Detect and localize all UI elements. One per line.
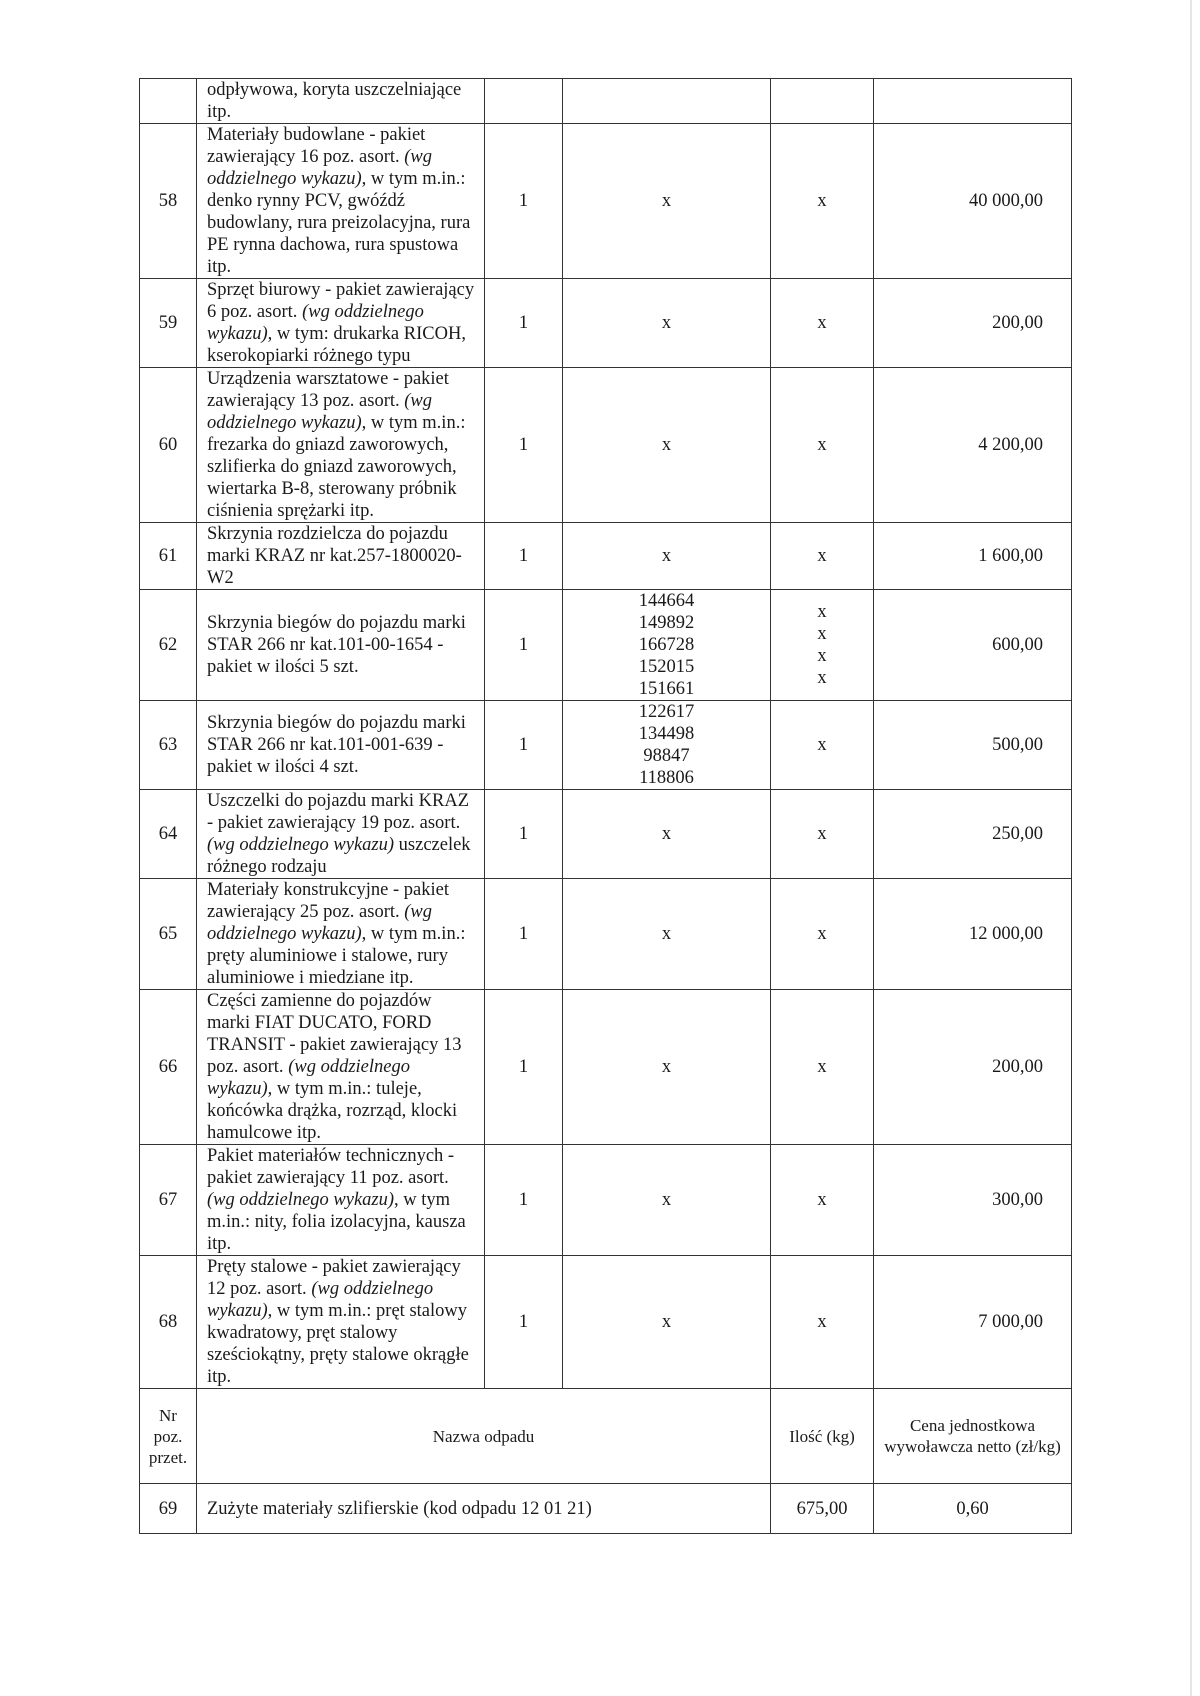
cell-nr: [140, 79, 197, 124]
table-row: [140, 279, 1072, 368]
cell-qty: 1: [485, 990, 563, 1145]
cell-price: 7 000,00: [874, 1256, 1072, 1389]
cell-name: [197, 124, 485, 279]
cell-nr: 60: [140, 368, 197, 523]
cell-nr: 67: [140, 1145, 197, 1256]
cell-price: 300,00: [874, 1145, 1072, 1256]
cell-name: [197, 1256, 485, 1389]
cell-name: [197, 368, 485, 523]
name-italic-text: (wg oddzielnego wykazu): [207, 391, 432, 433]
cell-nr: 66: [140, 990, 197, 1145]
cell-col3: [563, 79, 771, 124]
cell-nr: 65: [140, 879, 197, 990]
table-row: [140, 1256, 1072, 1389]
cell-col4: x: [771, 124, 874, 279]
name-text: Pręty stalowe - pakiet zawierający 12 poz. asort.: [207, 1257, 461, 1299]
cell-col3: x: [563, 1145, 771, 1256]
cell-col4: x: [771, 1145, 874, 1256]
name-italic-text: (wg oddzielnego wykazu): [207, 835, 395, 855]
cell-price: 0,60: [874, 1484, 1072, 1534]
name-text: Materiały budowlane - pakiet zawierający 16 poz. asort.: [207, 125, 426, 167]
cell-nr: 62: [140, 590, 197, 701]
cell-qty: [485, 79, 563, 124]
cell-qty: 1: [485, 124, 563, 279]
cell-nr: 61: [140, 523, 197, 590]
name-italic-text: (wg oddzielnego wykazu): [207, 1190, 395, 1210]
cell-qty: 675,00: [771, 1484, 874, 1534]
x-mark: x: [817, 668, 827, 688]
table-row: [140, 590, 1072, 701]
cell-col3: x: [563, 1256, 771, 1389]
cell-col4: x: [771, 279, 874, 368]
cell-qty: 1: [485, 590, 563, 701]
name-italic-text: (wg oddzielnego wykazu): [207, 302, 424, 344]
table-row: [140, 701, 1072, 790]
name-text: Skrzynia biegów do pojazdu marki STAR 266 nr kat.101-00-1654 - pakiet w ilości 5 szt.: [207, 613, 466, 677]
name-text: , w tym m.in.: pręt stalowy kwadratowy, pręt stalowy sześciokątny, pręty stalowe okrągłe itp.: [207, 1301, 469, 1387]
cell-qty: 1: [485, 1145, 563, 1256]
name-text: Pakiet materiałów technicznych - pakiet zawierający 11 poz. asort.: [207, 1146, 455, 1188]
cell-nr: 68: [140, 1256, 197, 1389]
cell-name: [197, 279, 485, 368]
cell-price: 4 200,00: [874, 368, 1072, 523]
name-text: itp.: [207, 102, 232, 122]
cell-price: 250,00: [874, 790, 1072, 879]
cell-col4: [771, 701, 874, 790]
x-mark: x: [817, 624, 827, 644]
cell-col4: x: [771, 790, 874, 879]
cell-price: 600,00: [874, 590, 1072, 701]
cell-col4: x: [771, 523, 874, 590]
cell-col3: x: [563, 368, 771, 523]
waste-items-table: [139, 78, 1072, 1534]
cell-col4: x: [771, 990, 874, 1145]
cell-price: 200,00: [874, 990, 1072, 1145]
cell-price: 500,00: [874, 701, 1072, 790]
x-mark: x: [817, 735, 827, 755]
serial-number: 166728: [638, 635, 695, 655]
name-italic-text: (wg oddzielnego wykazu): [207, 1279, 434, 1321]
cell-col4: [771, 79, 874, 124]
name-text: odpływowa, koryta uszczelniające: [207, 80, 462, 100]
cell-qty: 1: [485, 701, 563, 790]
cell-name: [197, 1145, 485, 1256]
x-mark: x: [817, 646, 827, 666]
name-text: Skrzynia biegów do pojazdu marki STAR 266 nr kat.101-001-639 - pakiet w ilości 4 szt.: [207, 713, 466, 777]
name-text: uszczelek różnego rodzaju: [207, 835, 471, 877]
cell-col3: x: [563, 879, 771, 990]
name-text: , w tym m.in.: frezarka do gniazd zaworowych, szlifierka do gniazd zaworowych, wiertarka B-8, sterowany próbnik ciśnienia sprężarki itp.: [207, 413, 466, 521]
serial-number: 122617: [638, 702, 695, 722]
serial-number: 152015: [638, 657, 695, 677]
name-italic-text: (wg oddzielnego wykazu): [207, 1057, 410, 1099]
table-row: [140, 790, 1072, 879]
cell-name: [197, 523, 485, 590]
name-text: Urządzenia warsztatowe - pakiet zawierający 13 poz. asort.: [207, 369, 449, 411]
cell-nr: 63: [140, 701, 197, 790]
serial-number: 151661: [638, 679, 695, 699]
cell-qty: 1: [485, 279, 563, 368]
header-price: Cena jednostkowa wywoławcza netto (zł/kg): [874, 1389, 1072, 1484]
cell-price: [874, 79, 1072, 124]
page-edge-line: [1190, 0, 1192, 1696]
cell-qty: 1: [485, 879, 563, 990]
name-text: , w tym m.in.: pręty aluminiowe i stalowe, rury aluminiowe i miedziane itp.: [207, 924, 466, 988]
cell-col3: x: [563, 990, 771, 1145]
table-row: [140, 124, 1072, 279]
cell-qty: 1: [485, 368, 563, 523]
cell-nr: 64: [140, 790, 197, 879]
cell-qty: 1: [485, 790, 563, 879]
name-text: Uszczelki do pojazdu marki KRAZ - pakiet zawierający 19 poz. asort.: [207, 791, 470, 833]
cell-qty: 1: [485, 1256, 563, 1389]
cell-price: 1 600,00: [874, 523, 1072, 590]
table-header-row: [140, 1389, 1072, 1484]
name-text: Części zamienne do pojazdów marki FIAT DUCATO, FORD TRANSIT - pakiet zawierający 13 poz. asort.: [207, 991, 462, 1077]
serial-number: 134498: [638, 724, 695, 744]
serial-number: 98847: [643, 746, 690, 766]
cell-name: [197, 879, 485, 990]
cell-col4: [771, 590, 874, 701]
table-row: [140, 368, 1072, 523]
table-row-continuation: [140, 79, 1072, 124]
cell-name: Zużyte materiały szlifierskie (kod odpadu 12 01 21): [197, 1484, 771, 1534]
serial-number: 144664: [638, 591, 695, 611]
table-row: [140, 1145, 1072, 1256]
cell-col3: x: [563, 790, 771, 879]
name-text: , w tym m.in.: denko rynny PCV, gwóźdź budowlany, rura preizolacyjna, rura PE rynna dachowa, rura spustowa itp.: [207, 169, 471, 277]
table-row-waste: [140, 1484, 1072, 1534]
header-name: Nazwa odpadu: [197, 1389, 771, 1484]
cell-col3: [563, 590, 771, 701]
name-text: , w tym m.in.: nity, folia izolacyjna, kausza itp.: [207, 1190, 466, 1254]
cell-nr: 58: [140, 124, 197, 279]
cell-price: 200,00: [874, 279, 1072, 368]
cell-nr: 69: [140, 1484, 197, 1534]
cell-col3: x: [563, 279, 771, 368]
header-qty: Ilość (kg): [771, 1389, 874, 1484]
table-row: [140, 990, 1072, 1145]
cell-name: [197, 990, 485, 1145]
cell-name: [197, 701, 485, 790]
serial-number: 149892: [638, 613, 695, 633]
cell-col4: x: [771, 1256, 874, 1389]
name-text: Skrzynia rozdzielcza do pojazdu marki KRAZ nr kat.257-1800020-W2: [207, 524, 462, 588]
cell-nr: 59: [140, 279, 197, 368]
name-italic-text: (wg oddzielnego wykazu): [207, 147, 432, 189]
serial-number: 118806: [639, 768, 694, 788]
cell-price: 40 000,00: [874, 124, 1072, 279]
cell-name: [197, 790, 485, 879]
name-italic-text: (wg oddzielnego wykazu): [207, 902, 432, 944]
cell-col4: x: [771, 368, 874, 523]
name-text: , w tym m.in.: tuleje, końcówka drążka, rozrząd, klocki hamulcowe itp.: [207, 1079, 458, 1143]
x-mark: x: [817, 602, 827, 622]
cell-col3: x: [563, 124, 771, 279]
table-row: [140, 523, 1072, 590]
name-text: Sprzęt biurowy - pakiet zawierający 6 poz. asort.: [207, 280, 475, 322]
cell-name: [197, 590, 485, 701]
table-row: [140, 879, 1072, 990]
cell-col4: x: [771, 879, 874, 990]
header-nr: Nr poz. przet.: [140, 1389, 197, 1484]
cell-qty: 1: [485, 523, 563, 590]
cell-price: 12 000,00: [874, 879, 1072, 990]
name-text: Materiały konstrukcyjne - pakiet zawierający 25 poz. asort.: [207, 880, 449, 922]
cell-col3: [563, 701, 771, 790]
cell-name: [197, 79, 485, 124]
name-text: , w tym: drukarka RICOH, kserokopiarki różnego typu: [207, 324, 466, 366]
cell-col3: x: [563, 523, 771, 590]
